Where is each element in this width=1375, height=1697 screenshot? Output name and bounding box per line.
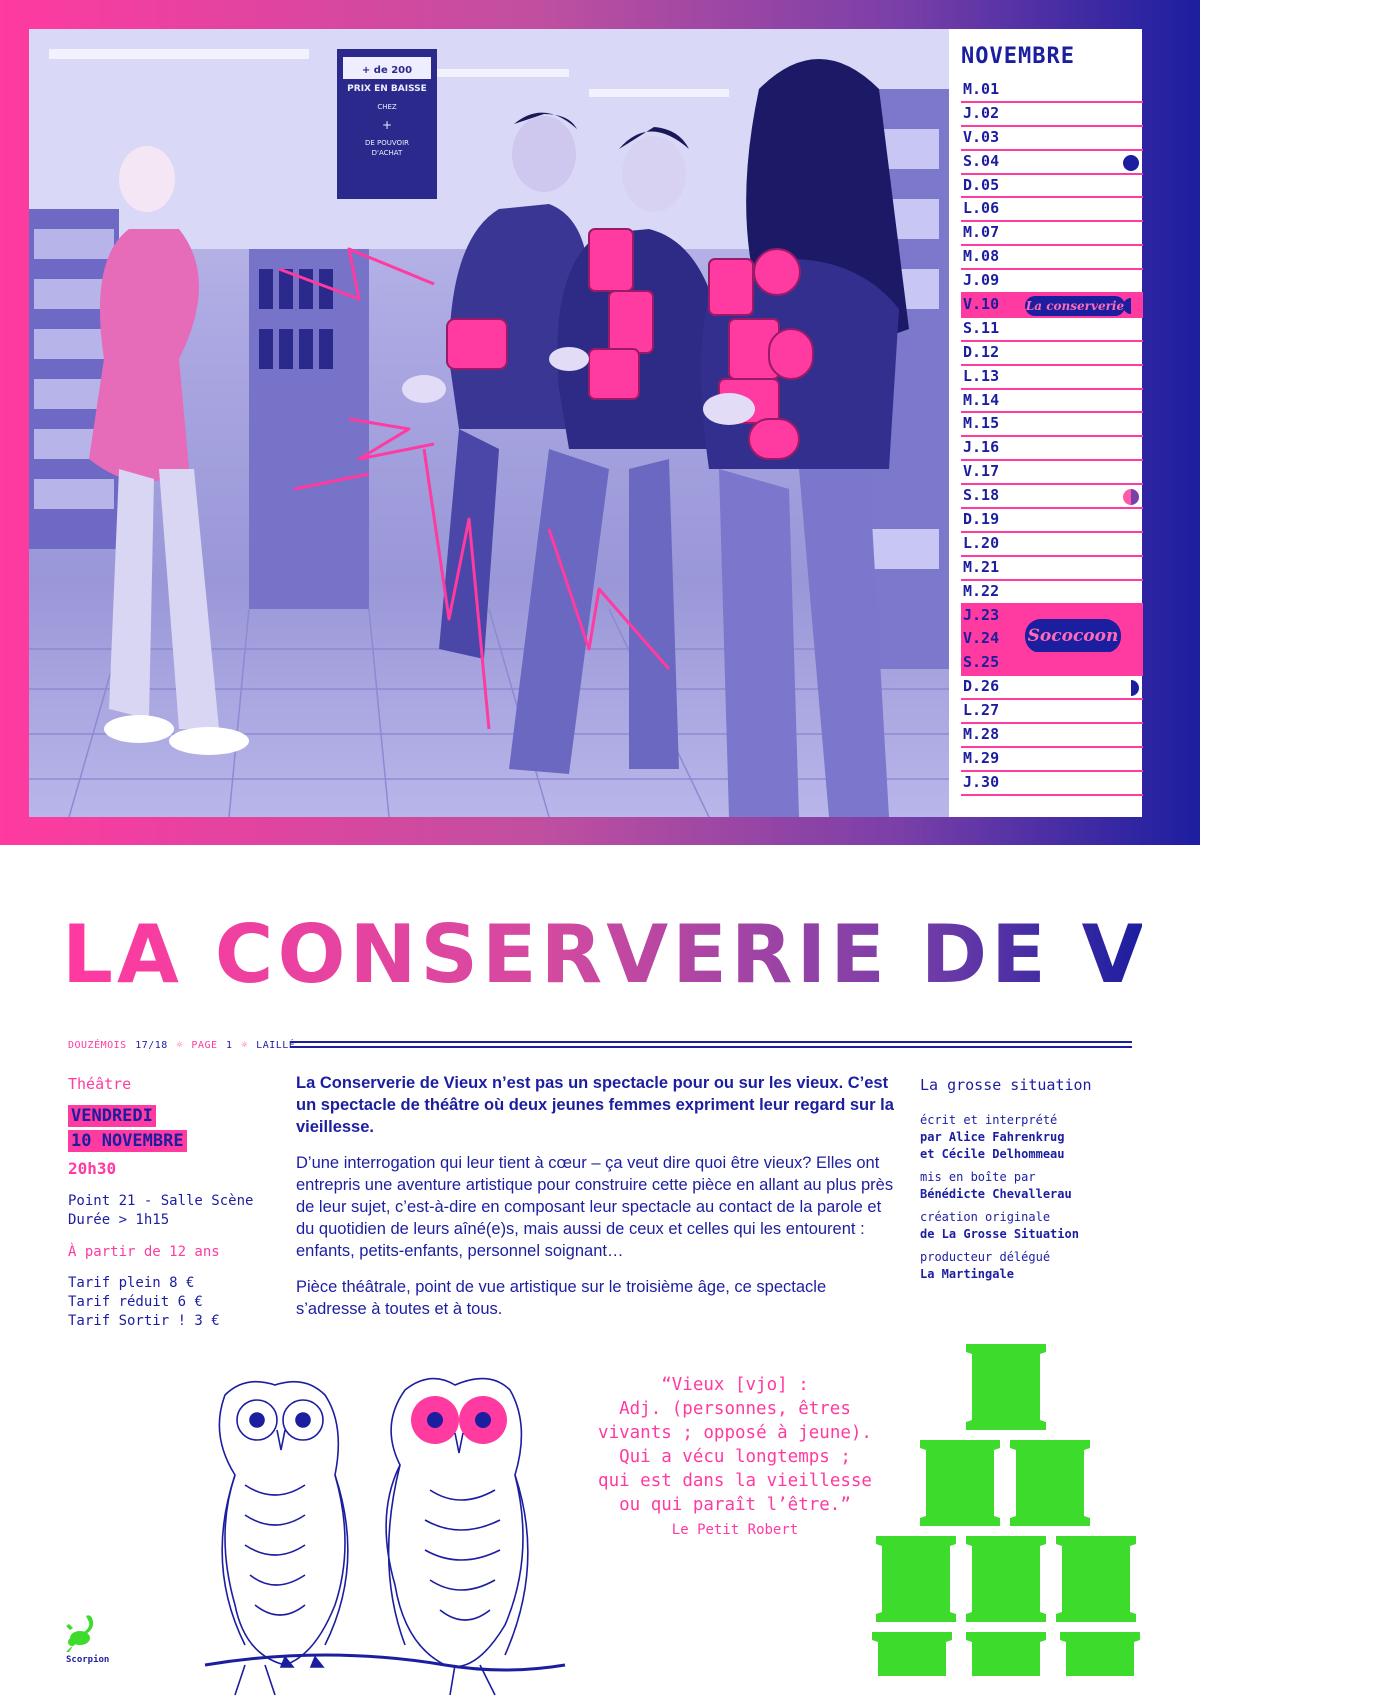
- calendar-day-label: M.07: [963, 223, 1000, 242]
- moon-phase-icon: [1123, 155, 1139, 171]
- credit-role: mis en boîte par: [920, 1170, 1036, 1184]
- credit-role: écrit et interprété: [920, 1113, 1058, 1127]
- calendar-day-row: [961, 652, 1143, 676]
- credit-name: de La Grosse Situation: [920, 1227, 1079, 1241]
- calendar-day-label: L.27: [963, 701, 1000, 720]
- price-reduced: Tarif réduit 6 €: [68, 1294, 203, 1310]
- calendar-day-label: J.16: [963, 438, 1000, 457]
- calendar-day-label: M.08: [963, 247, 1000, 266]
- sign-text-4: +: [381, 118, 393, 132]
- calendar-day-row: [961, 676, 1143, 700]
- calendar-day-label: D.26: [963, 677, 1000, 696]
- calendar-day-label: M.01: [963, 80, 1000, 98]
- genre: Théâtre: [68, 1075, 132, 1093]
- credit-name: et Cécile Delhommeau: [920, 1147, 1065, 1161]
- moon-phase-icon: [1123, 680, 1139, 696]
- calendar-day-row: [961, 628, 1143, 652]
- credits: [920, 1076, 1140, 1289]
- sign-text-6: D'ACHAT: [371, 149, 403, 157]
- calendar-event-badge: Sococoon: [1025, 619, 1121, 653]
- title-rule: [290, 1041, 1132, 1048]
- meta-line: [68, 1040, 297, 1051]
- calendar-day-label: S.18: [963, 486, 1000, 505]
- calendar-day-label: J.09: [963, 271, 1000, 290]
- dictionary-quote: [560, 1373, 910, 1517]
- meta-season: 17/18: [135, 1040, 168, 1051]
- supermarket-photo: [29, 29, 949, 817]
- sign-text-2: PRIX EN BAISSE: [347, 84, 427, 94]
- calendar-day-label: M.15: [963, 414, 1000, 433]
- venue: Point 21 - Salle Scène: [68, 1193, 254, 1209]
- body-paragraph-1: D’une interrogation qui leur tient à cœur – ça veut dire quoi être vieux? Elles ont entrepris une aventure artistique pour construire cette pièce en allant au plus près de leur sujet, c’est-à-dire en composant leur spectacle au contact de la parole et du quotidien de leurs aîné(e)s, mais aussi de ceux et celles qui les entourent : enfants, petits-enfants, personnel soignant…: [296, 1154, 894, 1260]
- meta-sep-2: ☼: [241, 1040, 248, 1051]
- calendar-day-row: [961, 198, 1143, 222]
- calendar-day-label: J.02: [963, 103, 1000, 122]
- quote-line: vivants ; opposé à jeune).: [598, 1423, 872, 1443]
- calendar-day-row: [961, 461, 1143, 485]
- time: 20h30: [68, 1159, 117, 1178]
- calendar-day-label: V.17: [963, 462, 1000, 481]
- calendar-day-row: [961, 270, 1143, 294]
- event-info: [68, 1075, 268, 1331]
- calendar-day-row: [961, 79, 1143, 103]
- calendar-day-row: [961, 509, 1143, 533]
- quote-line: Adj. (personnes, êtres: [619, 1399, 851, 1419]
- scorpion-icon: [66, 1612, 100, 1652]
- credit-role: création originale: [920, 1210, 1051, 1224]
- calendar-day-label: D.05: [963, 175, 1000, 194]
- calendar-day-label: L.20: [963, 533, 1000, 552]
- age-limit: À partir de 12 ans: [68, 1244, 220, 1260]
- calendar-day-row: [961, 390, 1143, 414]
- green-cans-illustration: [870, 1340, 1160, 1680]
- calendar-day-row: [961, 127, 1143, 151]
- calendar-day-label: L.13: [963, 366, 1000, 385]
- meta-label: DOUZÉMOIS: [68, 1040, 127, 1051]
- quote-line: “Vieux [vjo] :: [661, 1375, 809, 1395]
- calendar-day-row: [961, 342, 1143, 366]
- show-title: LA CONSERVERIE DE VIEUX: [62, 905, 1142, 1005]
- credit-name: par Alice Fahrenkrug: [920, 1130, 1065, 1144]
- meta-sep-1: ☼: [176, 1040, 183, 1051]
- calendar-day-row: [961, 222, 1143, 246]
- moon-phase-icon: [1123, 489, 1139, 505]
- price-full: Tarif plein 8 €: [68, 1275, 195, 1291]
- calendar-day-row: [961, 175, 1143, 199]
- calendar-day-label: V.03: [963, 127, 1000, 146]
- duration: Durée > 1h15: [68, 1212, 170, 1228]
- credit-names: [920, 1129, 1140, 1163]
- calendar-day-label: M.29: [963, 748, 1000, 767]
- calendar-day-row: [961, 581, 1143, 605]
- calendar-day-label: M.21: [963, 557, 1000, 576]
- meta-page: PAGE: [191, 1040, 218, 1051]
- calendar-day-label: M.28: [963, 725, 1000, 744]
- calendar-day-label: L.06: [963, 199, 1000, 218]
- calendar-day-row: [961, 724, 1143, 748]
- calendar: [949, 29, 1142, 817]
- calendar-day-label: S.11: [963, 318, 1000, 337]
- calendar-day-label: S.04: [963, 151, 1000, 170]
- calendar-day-row: [961, 413, 1143, 437]
- calendar-day-label: D.12: [963, 342, 1000, 361]
- sign-text-3: CHEZ: [377, 103, 397, 111]
- meta-place: LAILLÉ: [256, 1040, 296, 1051]
- quote-line: qui est dans la vieillesse: [598, 1471, 872, 1491]
- calendar-day-row: [961, 294, 1143, 318]
- owls-illustration: [205, 1365, 565, 1697]
- quote-line: Qui a vécu longtemps ;: [619, 1447, 851, 1467]
- date-day: VENDREDI: [68, 1105, 156, 1127]
- sign-text-1: + de 200: [361, 65, 413, 76]
- sign-text-5: DE POUVOIR: [365, 139, 409, 147]
- calendar-month: NOVEMBRE: [961, 44, 1075, 69]
- zodiac-label: Scorpion: [66, 1655, 110, 1665]
- calendar-days: [961, 79, 1142, 796]
- moon-phase-icon: [1123, 298, 1139, 314]
- meta-page-num: 1: [226, 1040, 233, 1051]
- body-paragraph-2: Pièce théâtrale, point de vue artistique sur le troisième âge, ce spectacle s’adresse à toutes et à tous.: [296, 1278, 827, 1318]
- calendar-day-row: [961, 151, 1143, 175]
- calendar-day-label: M.22: [963, 581, 1000, 600]
- calendar-day-label: M.14: [963, 390, 1000, 409]
- quote-line: ou qui paraît l’être.”: [619, 1495, 851, 1515]
- credit-name: La Martingale: [920, 1267, 1014, 1281]
- calendar-day-label: D.19: [963, 510, 1000, 529]
- calendar-day-row: [961, 485, 1143, 509]
- lead-paragraph: La Conserverie de Vieux n’est pas un spectacle pour ou sur les vieux. C’est un spectacle de théâtre où deux jeunes femmes expriment leur regard sur la vieillesse.: [296, 1074, 894, 1136]
- calendar-day-row: [961, 772, 1143, 796]
- calendar-day-row: [961, 246, 1143, 270]
- calendar-day-label: J.23: [963, 605, 1000, 624]
- price-sortir: Tarif Sortir ! 3 €: [68, 1313, 220, 1329]
- calendar-day-label: V.24: [963, 629, 1000, 648]
- credit-name: Bénédicte Chevallerau: [920, 1187, 1072, 1201]
- calendar-day-row: [961, 366, 1143, 390]
- date-date: 10 NOVEMBRE: [68, 1130, 187, 1152]
- calendar-day-row: [961, 557, 1143, 581]
- calendar-day-row: [961, 437, 1143, 461]
- description: [296, 1072, 896, 1334]
- calendar-day-row: [961, 103, 1143, 127]
- calendar-day-row: [961, 318, 1143, 342]
- calendar-day-row: [961, 700, 1143, 724]
- calendar-day-label: J.30: [963, 772, 1000, 791]
- company-name: La grosse situation: [920, 1076, 1092, 1094]
- calendar-event-badge: La conserverie: [1025, 296, 1125, 316]
- quote-source: Le Petit Robert: [671, 1522, 799, 1538]
- credit-role: producteur délégué: [920, 1250, 1051, 1264]
- calendar-day-row: [961, 748, 1143, 772]
- calendar-day-label: V.10: [963, 295, 1000, 314]
- calendar-day-label: S.25: [963, 653, 1000, 672]
- calendar-day-row: [961, 533, 1143, 557]
